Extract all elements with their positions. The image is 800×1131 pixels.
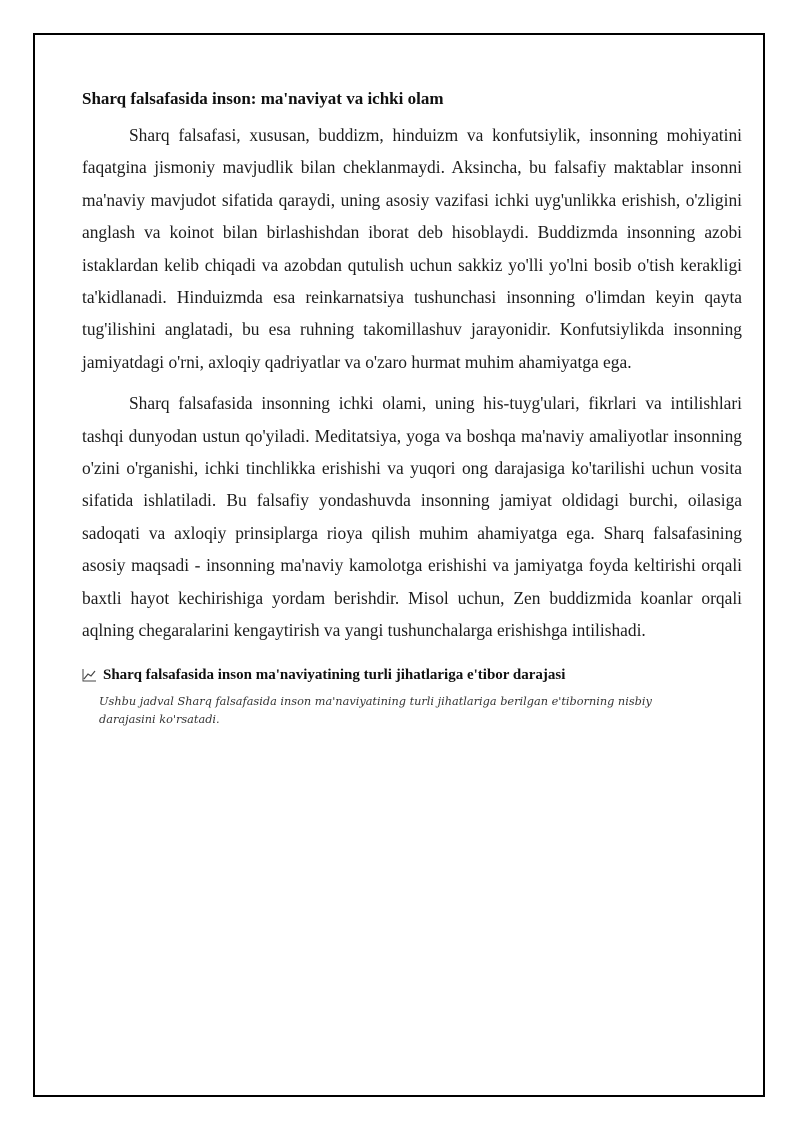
chart-section-heading (82, 665, 742, 685)
paragraph-2: Sharq falsafasida insonning ichki olami, uning his-tuyg'ulari, fikrlari va intilishlari tashqi dunyodan ustun qo'yiladi. Meditatsiya, yoga va boshqa ma'naviy amaliyotlar insonning o'zini o'rganishi, ichki tinchlikka erishishi va yuqori ong darajasiga ko'tarilishi uchun vosita sifatida ishlatiladi. Bu falsafiy yondashuvda insonning jamiyat oldidagi burchi, oilasiga sadoqati va axloqiy prinsiplarga rioya qilish muhim ahamiyatga ega. Sharq falsafasining asosiy maqsadi - insonning ma'naviy kamolotga erishishi va jamiyatga foyda keltirishi orqali baxtli hayot kechirishiga yordam berishdir. Misol uchun, Zen buddizmida koanlar orqali aqlning chegaralarini kengaytirish va yangi tushunchalarga erishishga intilishadi. (82, 393, 742, 641)
paragraph-1: Sharq falsafasi, xususan, buddizm, hinduizm va konfutsiylik, insonning mohiyatini faqatgina jismoniy mavjudlik bilan cheklanmaydi. Aksincha, bu falsafiy maktablar insonni ma'naviy mavjudot sifatida qaraydi, uning asosiy vazifasi ichki uyg'unlikka erishish, o'zligini anglash va koinot bilan birlashishdan iborat deb hisoblaydi. Buddizmda insonning azobi istaklardan kelib chiqadi va azobdan qutulish uchun sakkiz yo'lli yo'lni bosib o'tish kerakligi ta'kidlanadi. Hinduizmda esa reinkarnatsiya tushunchasi insonning o'limdan keyin qayta tug'ilishini anglatadi, bu esa ruhning takomillashuv jarayonidir. Konfutsiylikda insonning jamiyatdagi o'rni, axloqiy qadriyatlar va o'zaro hurmat muhim ahamiyatga ega. (82, 125, 742, 372)
chart-heading-text: Sharq falsafasida inson ma'naviyatining turli jihatlariga e'tibor darajasi (103, 666, 566, 683)
document-content (82, 87, 742, 729)
chart-line-icon (82, 668, 97, 682)
document-title: Sharq falsafasida inson: ma'naviyat va ichki olam (82, 89, 444, 108)
chart-caption: Ushbu jadval Sharq falsafasida inson ma'naviyatining turli jihatlariga berilgan e'tiborning nisbiy darajasini ko'rsatadi. (99, 694, 652, 726)
